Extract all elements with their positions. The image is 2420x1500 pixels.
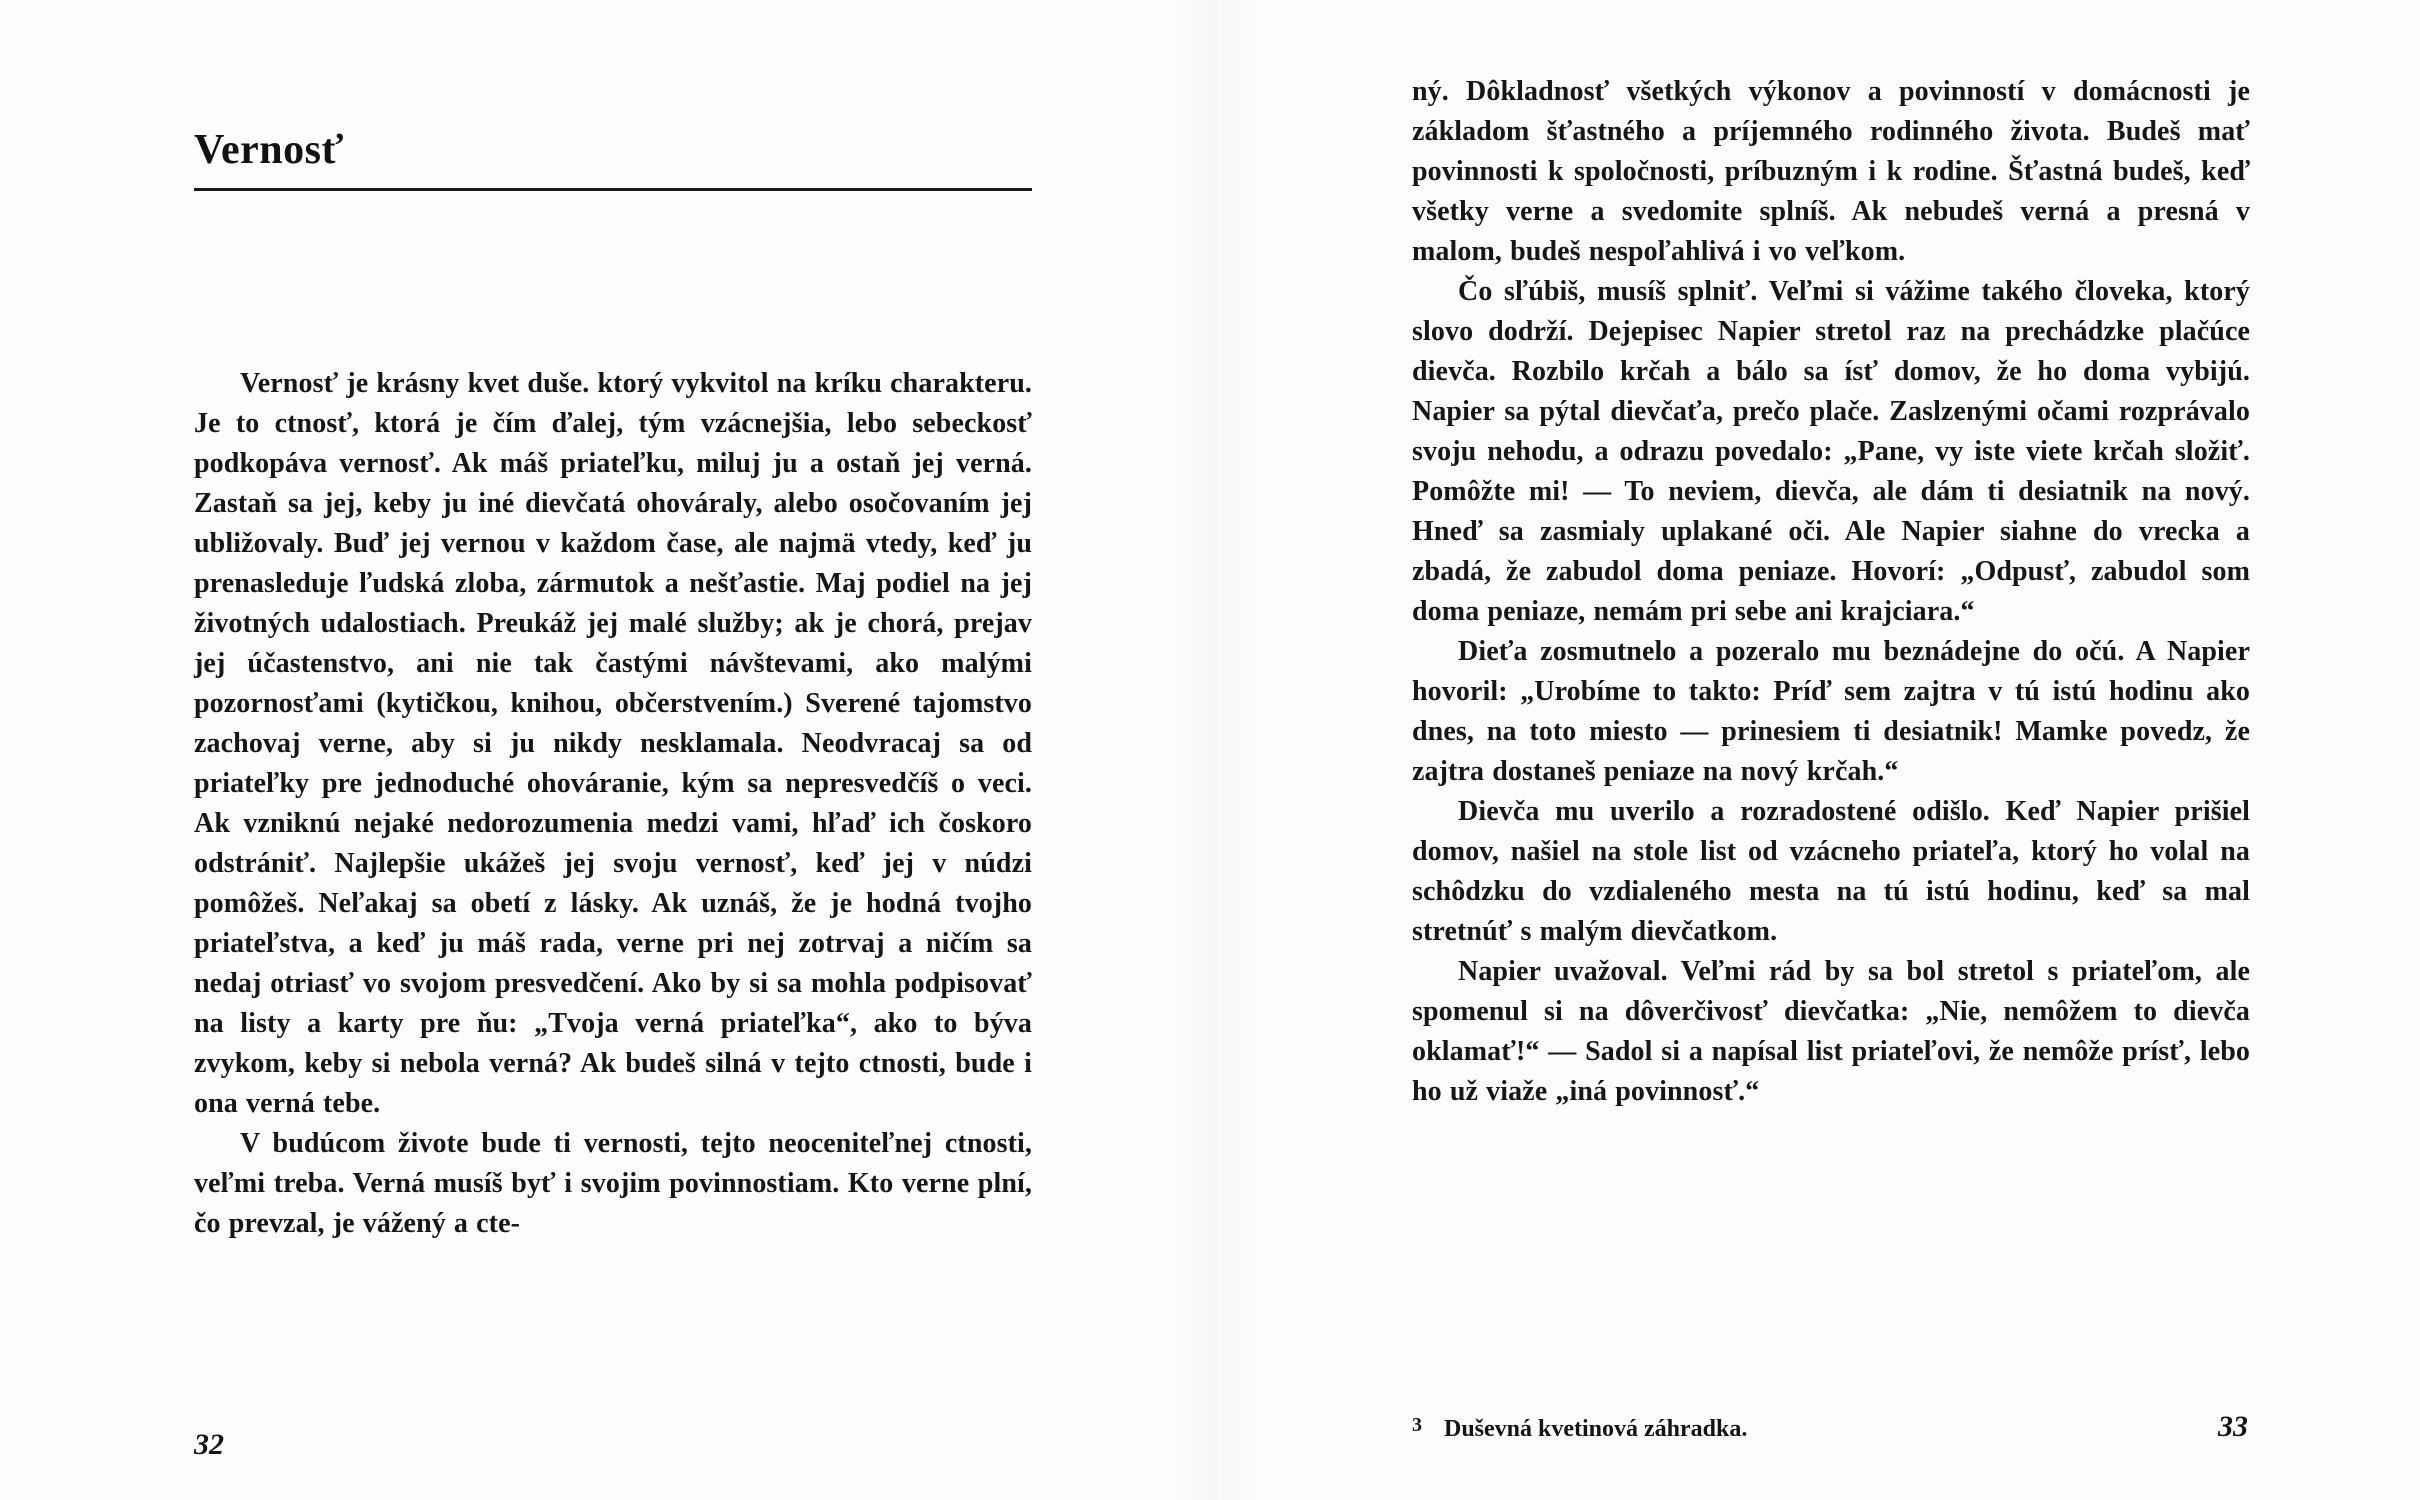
paragraph: Dievča mu uverilo a rozradostené odišlo. Keď Napier prišiel domov, našiel na stole list od vzácneho priateľa, ktorý ho volal na schôdzku do vzdialeného mesta na tú istú hodinu, keď sa mal stretnúť s malým dievčatkom.	[1412, 796, 2250, 947]
page-gutter-shadow	[1170, 0, 1260, 1500]
page-number-right: 33	[2218, 1410, 2248, 1443]
footnote	[1412, 1414, 1747, 1443]
page-right	[1412, 0, 2250, 1500]
paragraph: Napier uvažoval. Veľmi rád by sa bol stretol s priateľom, ale spomenul si na dôverčivosť dievčatka: „Nie, nemôžem to dievča oklamať!“ — Sadol si a napísal list priateľovi, že nemôže prísť, lebo ho už viaže „iná povinnosť.“	[1412, 956, 2250, 1107]
footnote-text: Duševná kvetinová záhradka.	[1444, 1416, 1748, 1442]
paragraph: Čo sľúbiš, musíš splniť. Veľmi si vážime takého človeka, ktorý slovo dodrží. Dejepisec Napier stretol raz na prechádzke plačúce dievča. Rozbilo krčah a bálo sa ísť domov, že ho doma vybijú. Napier sa pýtal dievčaťa, prečo plače. Zaslzenými očami rozprávalo svoju nehodu, a odrazu povedalo: „Pane, vy iste viete krčah složiť. Pomôžte mi! — To neviem, dievča, ale dám ti desiatnik na nový. Hneď sa zasmialy uplakané oči. Ale Napier siahne do vrecka a zbadá, že zabudol doma peniaze. Hovorí: „Odpusť, zabudol som doma peniaze, nemám pri sebe ani krajciara.“	[1412, 276, 2250, 627]
footnote-marker: 3	[1412, 1414, 1422, 1436]
paragraph: Vernosť je krásny kvet duše. ktorý vykvitol na kríku charakteru. Je to ctnosť, ktorá je čím ďalej, tým vzácnejšia, lebo sebeckosť podkopáva vernosť. Ak máš priateľku, miluj ju a ostaň jej verná. Zastaň sa jej, keby ju iné dievčatá ohováraly, alebo osočovaním jej ubližovaly. Buď jej vernou v každom čase, ale najmä vtedy, keď ju prenasleduje ľudská zloba, zármutok a nešťastie. Maj podiel na jej životných udalostiach. Preukáž jej malé služby; ak je chorá, prejav jej účastenstvo, ani nie tak častými návštevami, ako malými pozornosťami (kytičkou, knihou, občerstvením.) Sverené tajomstvo zachovaj verne, aby si ju nikdy nesklamala. Neodvracaj sa od priateľky pre jednoduché ohováranie, kým sa nepresvedčíš o veci. Ak vzniknú nejaké nedorozumenia medzi vami, hľaď ich čoskoro odstrániť. Najlepšie ukážeš jej svoju vernosť, keď jej v núdzi pomôžeš. Neľakaj sa obetí z lásky. Ak uznáš, že je hodná tvojho priateľstva, a keď ju máš rada, verne pri nej zotrvaj a ničím sa nedaj otriasť vo svojom presvedčení. Ako by si sa mohla podpisovať na listy a karty pre ňu: „Tvoja verná priateľka“, ako to býva zvykom, keby si nebola verná? Ak budeš silná v tejto ctnosti, bude i ona verná tebe.	[194, 368, 1033, 1119]
paragraph: Dieťa zosmutnelo a pozeralo mu beznádejne do očú. A Napier hovoril: „Urobíme to takto: Príď sem zajtra v tú istú hodinu ako dnes, na toto miesto — prinesiem ti desiatnik! Mamke povedz, že zajtra dostaneš peniaze na nový krčah.“	[1412, 636, 2250, 787]
page-number-left: 32	[194, 1428, 224, 1461]
page-left	[194, 0, 1032, 1500]
right-page-body	[1412, 72, 2250, 1112]
chapter-title-rule	[194, 188, 1032, 191]
chapter-title: Vernosť	[194, 127, 344, 173]
paragraph-continuation: ný. Dôkladnosť všetkých výkonov a povinností v domácnosti je základom šťastného a príjemného rodinného života. Budeš mať povinnosti k spoločnosti, príbuzným i k rodine. Šťastná budeš, keď všetky verne a svedomite splníš. Ak nebudeš verná a presná v malom, budeš nespoľahlivá i vo veľkom.	[1412, 76, 2250, 267]
paragraph: V budúcom živote bude ti vernosti, tejto neoceniteľnej ctnosti, veľmi treba. Verná musíš byť i svojim povinnostiam. Kto verne plní, čo prevzal, je vážený a cte-	[194, 1128, 1032, 1239]
left-page-body	[194, 364, 1032, 1244]
